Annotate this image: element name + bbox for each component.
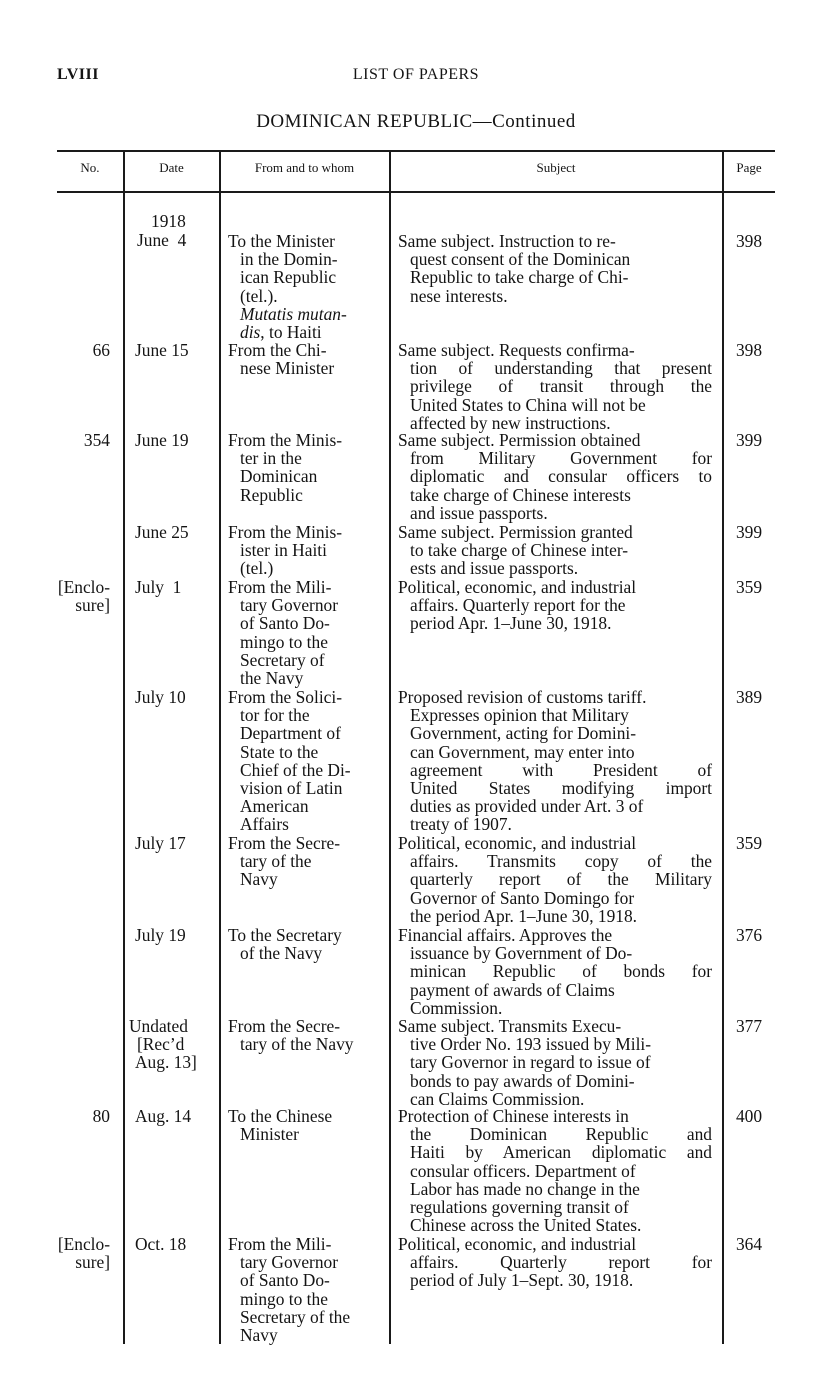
row-correspondent (228, 834, 388, 889)
column-header-no: No. (80, 160, 100, 175)
row-correspondent-line: From the Chi- (228, 340, 327, 360)
row-subject-line: bonds to pay awards of Domini- (410, 1070, 635, 1091)
row-number-line: sure] (75, 595, 110, 616)
column-divider-no-date (123, 150, 125, 1344)
page-folio: LVIII (57, 66, 99, 83)
row-subject-line: privilege of transit through the (410, 376, 712, 397)
row-date (127, 1235, 207, 1253)
row-date-line: [Rec’d (137, 1034, 185, 1055)
row-subject-line: and issue passports. (410, 502, 548, 523)
row-correspondent-line: To the Chinese (228, 1106, 333, 1126)
table-top-rule (57, 150, 775, 152)
row-subject-line: affected by new instructions. (410, 412, 611, 433)
row-number (48, 431, 110, 449)
row-number-line: sure] (75, 1252, 110, 1273)
row-subject (398, 926, 712, 1017)
row-page: 399 (735, 522, 763, 542)
row-subject (398, 523, 712, 578)
row-subject-line: Same subject. Permission obtained (398, 430, 641, 450)
row-subject-line: take charge of Chinese interests (410, 484, 631, 505)
row-subject (398, 431, 712, 522)
row-number (48, 1235, 110, 1271)
row-correspondent-line: From the Mili- (228, 577, 332, 597)
row-correspondent-line: From the Solici- (228, 687, 342, 707)
row-subject-line: duties as provided under Art. 3 of (410, 796, 644, 817)
row-number (48, 1107, 110, 1125)
row-correspondent-italic: dis (240, 322, 261, 343)
row-subject-line: Labor has made no change in the (410, 1178, 640, 1199)
column-divider-date-from (219, 150, 221, 1344)
row-number-line: [Enclo- (57, 1234, 110, 1254)
row-correspondent-line: of Santo Do- (240, 1270, 330, 1291)
row-subject-line: Political, economic, and industrial (398, 1234, 637, 1254)
row-subject-line: Protection of Chinese interests in (398, 1106, 629, 1126)
row-subject-line: ests and issue passports. (410, 558, 579, 579)
row-correspondent-line: vision of Latin (240, 778, 343, 799)
row-date (127, 431, 207, 449)
row-date-line: July 10 (135, 687, 186, 707)
row-subject-line: from Military Government for (410, 448, 712, 469)
row-correspondent-line: State to the (240, 741, 319, 762)
row-correspondent-line (228, 323, 388, 341)
row-correspondent-line: Secretary of (240, 649, 325, 670)
row-subject-line: can Claims Commission. (410, 1088, 585, 1109)
row-correspondent-line: Chief of the Di- (240, 759, 351, 780)
row-subject-line: payment of awards of Claims (410, 979, 615, 1000)
row-number (48, 341, 110, 359)
row-correspondent-line: (tel.). (240, 285, 278, 306)
row-subject-line: Haiti by American diplomatic and (410, 1142, 712, 1163)
row-date (127, 688, 207, 706)
row-subject-line: affairs. Transmits copy of the (410, 851, 712, 872)
row-subject-line: affairs. Quarterly report for (410, 1252, 712, 1273)
row-correspondent-line: tary Governor (240, 595, 339, 616)
row-date (127, 341, 207, 359)
row-subject-line: period Apr. 1–June 30, 1918. (410, 613, 612, 634)
row-number (48, 578, 110, 614)
row-correspondent-line: Dominican (240, 466, 318, 487)
row-date (127, 523, 207, 541)
row-subject-line: to take charge of Chinese inter- (410, 540, 629, 561)
row-page: 398 (735, 340, 763, 360)
row-page: 376 (735, 925, 763, 945)
row-date-line: June 4 (137, 230, 187, 251)
row-correspondent (228, 232, 388, 341)
row-subject-line: Same subject. Instruction to re- (398, 231, 616, 251)
row-correspondent (228, 1235, 388, 1344)
row-correspondent-line: ister in Haiti (240, 540, 327, 561)
row-correspondent-line: Department of (240, 723, 341, 744)
row-page: 389 (735, 687, 763, 707)
row-subject-line: Chinese across the United States. (410, 1215, 642, 1236)
row-date (127, 926, 207, 944)
row-date-line: June 19 (135, 430, 189, 450)
row-subject-line: Commission. (410, 997, 503, 1018)
column-divider-subject-page (722, 150, 724, 1344)
column-header-from: From and to whom (254, 160, 355, 175)
row-correspondent-line: tary of the Navy (240, 1034, 354, 1055)
row-correspondent-line: From the Mili- (228, 1234, 332, 1254)
row-subject (398, 1017, 712, 1108)
row-subject-line: Governor of Santo Domingo for (410, 887, 635, 908)
row-subject-line: United States modifying import (410, 778, 712, 799)
row-subject-line: consular officers. Department of (410, 1160, 636, 1181)
row-subject-line: tary Governor in regard to issue of (410, 1052, 651, 1073)
row-subject (398, 578, 712, 633)
column-header-page: Page (736, 160, 762, 175)
row-correspondent-line: ter in the (240, 448, 302, 469)
row-date (127, 1107, 207, 1125)
row-correspondent (228, 1017, 388, 1053)
row-date-line: Aug. 14 (135, 1106, 192, 1126)
row-correspondent-line: tor for the (240, 705, 310, 726)
row-correspondent (228, 926, 388, 962)
row-date-line: June 25 (135, 522, 189, 542)
row-subject-line: quarterly report of the Military (410, 869, 712, 890)
column-divider-from-subject (389, 150, 391, 1344)
row-subject-line: Same subject. Transmits Execu- (398, 1016, 622, 1036)
row-correspondent-line: nese Minister (240, 358, 335, 379)
row-correspondent-line: From the Minis- (228, 430, 343, 450)
row-number-line: 354 (83, 430, 110, 450)
row-date (127, 1017, 207, 1072)
row-correspondent (228, 1107, 388, 1143)
row-correspondent (228, 431, 388, 504)
row-correspondent-line: From the Secre- (228, 833, 341, 853)
row-subject-line: United States to China will not be (410, 394, 646, 415)
row-correspondent-line: mingo to the (240, 1288, 328, 1309)
row-number-line: [Enclo- (57, 577, 110, 597)
row-subject-line: tion of understanding that present (410, 358, 712, 379)
row-date-line: Oct. 18 (135, 1234, 187, 1254)
row-date (127, 578, 207, 596)
row-correspondent (228, 688, 388, 834)
row-date-line: July 19 (135, 925, 186, 945)
row-page: 359 (735, 577, 763, 597)
row-correspondent-line: American (240, 796, 309, 817)
row-subject (398, 688, 712, 834)
row-subject-line: agreement with President of (410, 759, 712, 780)
row-page: 359 (735, 833, 763, 853)
row-correspondent-line: the Navy (240, 668, 304, 689)
row-correspondent-line: of Santo Do- (240, 613, 330, 634)
row-subject-line: Same subject. Permission granted (398, 522, 633, 542)
row-correspondent-line: From the Secre- (228, 1016, 341, 1036)
row-page: 377 (735, 1016, 763, 1036)
row-correspondent-line: tary of the (240, 851, 312, 872)
row-subject-line: the period Apr. 1–June 30, 1918. (410, 905, 638, 926)
row-correspondent-roman: , to Haiti (260, 322, 322, 343)
row-subject-line: issuance by Government of Do- (410, 943, 633, 964)
header-bottom-rule (57, 191, 775, 193)
row-correspondent-line: Navy (240, 1325, 278, 1346)
row-correspondent-line: Republic (240, 484, 303, 505)
row-page: 364 (735, 1234, 763, 1254)
row-subject-line: period of July 1–Sept. 30, 1918. (410, 1270, 634, 1291)
row-subject (398, 1107, 712, 1234)
row-correspondent-line: Affairs (240, 814, 289, 835)
row-correspondent-line: From the Minis- (228, 522, 343, 542)
row-subject-line: affairs. Quarterly report for the (410, 595, 626, 616)
row-date-line: July 1 (135, 577, 182, 597)
row-correspondent-line: Secretary of the (240, 1306, 351, 1327)
row-subject (398, 834, 712, 925)
row-correspondent-line: To the Secretary (228, 925, 342, 945)
row-correspondent (228, 578, 388, 687)
row-subject-line: tive Order No. 193 issued by Mili- (410, 1034, 652, 1055)
row-subject (398, 1235, 712, 1290)
row-correspondent-line: Mutatis mutan- (240, 303, 347, 324)
row-subject-line: Republic to take charge of Chi- (410, 267, 629, 288)
row-page: 400 (735, 1106, 763, 1126)
row-correspondent-line: Navy (240, 869, 278, 890)
row-correspondent (228, 523, 388, 578)
row-correspondent-line: To the Minister (228, 231, 335, 251)
row-subject-line: Same subject. Requests confirma- (398, 340, 635, 360)
row-correspondent-line: ican Republic (240, 267, 337, 288)
row-subject-line: the Dominican Republic and (410, 1124, 712, 1145)
row-subject-line: Financial affairs. Approves the (398, 925, 613, 945)
row-subject-line: nese interests. (410, 285, 508, 306)
row-number-line: 66 (92, 340, 110, 360)
row-correspondent-line: (tel.) (240, 558, 274, 579)
row-subject (398, 341, 712, 432)
row-subject-line: Expresses opinion that Military (410, 705, 629, 726)
row-date-line: Undated (129, 1016, 188, 1036)
column-header-date: Date (159, 160, 184, 175)
row-subject-line: treaty of 1907. (410, 814, 512, 835)
row-date (127, 212, 207, 249)
row-date-line: June 15 (135, 340, 189, 360)
row-page: 398 (735, 231, 763, 251)
row-subject-line: quest consent of the Dominican (410, 249, 631, 270)
row-date (127, 834, 207, 852)
row-page: 399 (735, 430, 763, 450)
row-date-line: 1918 (151, 211, 186, 231)
row-subject-line: can Government, may enter into (410, 741, 635, 762)
row-subject-line: Political, economic, and industrial (398, 577, 637, 597)
row-subject-line: Government, acting for Domini- (410, 723, 637, 744)
row-subject-line: regulations governing transit of (410, 1197, 629, 1218)
running-title: LIST OF PAPERS (352, 66, 480, 83)
row-date-line: Aug. 13] (135, 1052, 197, 1073)
row-date-line: July 17 (135, 833, 186, 853)
row-correspondent-line: Minister (240, 1124, 299, 1145)
row-correspondent-line: of the Navy (240, 943, 323, 964)
row-correspondent-line: in the Domin- (240, 249, 338, 270)
row-subject-line: diplomatic and consular officers to (410, 466, 712, 487)
row-correspondent (228, 341, 388, 377)
row-correspondent-line: mingo to the (240, 631, 328, 652)
row-subject-line: Political, economic, and industrial (398, 833, 637, 853)
row-subject-line: Proposed revision of customs tariff. (398, 687, 647, 707)
running-head (57, 66, 775, 94)
row-number-line: 80 (92, 1106, 110, 1126)
row-subject (398, 232, 712, 305)
row-correspondent-line: tary Governor (240, 1252, 339, 1273)
country-heading: DOMINICAN REPUBLIC—Continued (256, 111, 576, 132)
row-subject-line: minican Republic of bonds for (410, 961, 712, 982)
column-header-subject: Subject (536, 160, 576, 175)
